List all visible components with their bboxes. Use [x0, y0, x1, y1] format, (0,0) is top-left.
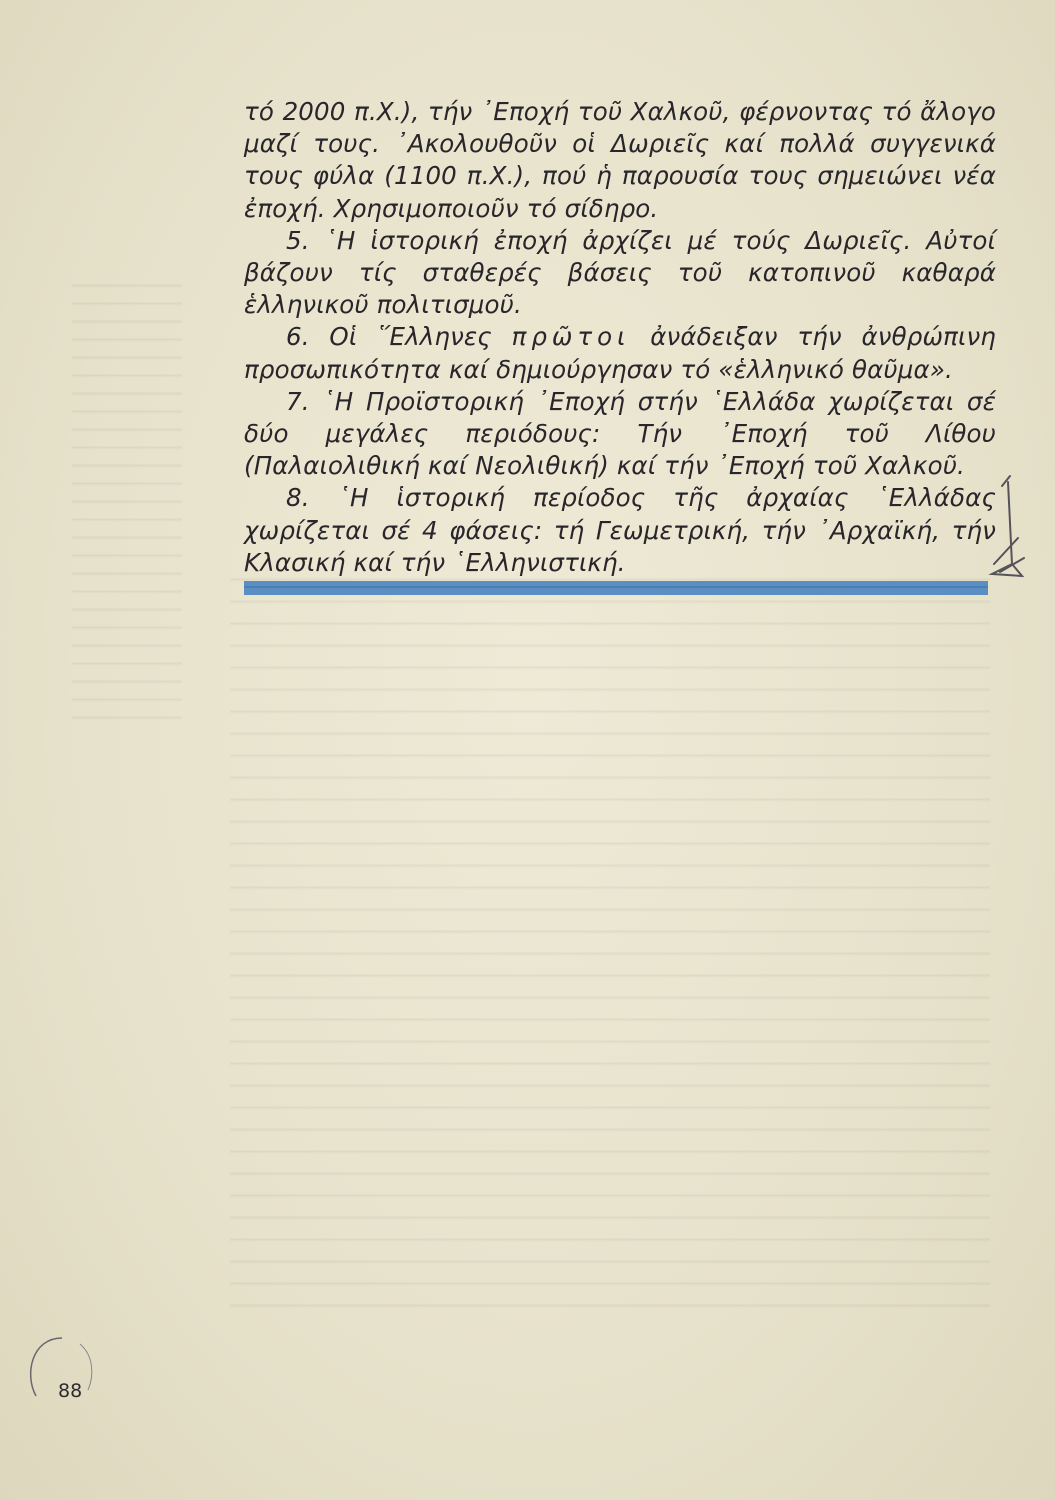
page-number: 88: [58, 1380, 83, 1402]
summary-item-5: 5. ῾Η ἱστορική ἐποχή ἀρχίζει μέ τούς Δωριεῖς. Αὐτοί βάζουν τίς σταθερές βάσεις τοῦ κατοπινοῦ καθαρά ἑλληνικοῦ πολιτισμοῦ.: [244, 225, 996, 320]
item-6-start: 6. Οἱ ῞Ελληνες: [286, 322, 512, 352]
bleed-through-margin-notes: [72, 270, 182, 730]
paragraph-continuation: τό 2000 π.Χ.), τήν ᾽Εποχή τοῦ Χαλκοῦ, φέρνοντας τό ἄλογο μαζί τους. ᾽Ακολουθοῦν οἱ Δωριεῖς καί πολλά συγγενικά τους φύλα (1100 π.Χ.), πού ἡ παρουσία τους σημειώνει νέα ἐποχή. Χρησιμοποιοῦν τό σίδηρο.: [244, 97, 996, 223]
summary-item-7: 7. ῾Η Προϊστορική ᾽Εποχή στήν ῾Ελλάδα χωρίζεται σέ δύο μεγάλες περιόδους: Τήν ᾽Εποχή τοῦ Λίθου (Παλαιολιθική καί Νεολιθική) καί τήν ᾽Εποχή τοῦ Χαλκοῦ.: [244, 386, 996, 481]
spaced-emphasis: πρῶτοι: [511, 322, 631, 352]
page-corner-circle: [22, 1334, 102, 1414]
section-divider: [244, 581, 988, 595]
summary-item-6: [244, 321, 996, 385]
summary-text: [244, 96, 996, 579]
item-6-end: ἀνάδειξαν τήν ἀνθρώπινη προσωπικότητα καί δημιούργησαν τό «ἑλληνικό θαῦμα».: [244, 322, 996, 384]
handwritten-pencil-mark: [972, 468, 1032, 588]
bleed-through-text: [230, 560, 990, 1320]
summary-item-8: 8. ῾Η ἱστορική περίοδος τῆς ἀρχαίας ῾Ελλάδας χωρίζεται σέ 4 φάσεις: τή Γεωμετρική, τήν ᾽Αρχαϊκή, τήν Κλασική καί τήν ῾Ελληνιστική.: [244, 483, 996, 577]
